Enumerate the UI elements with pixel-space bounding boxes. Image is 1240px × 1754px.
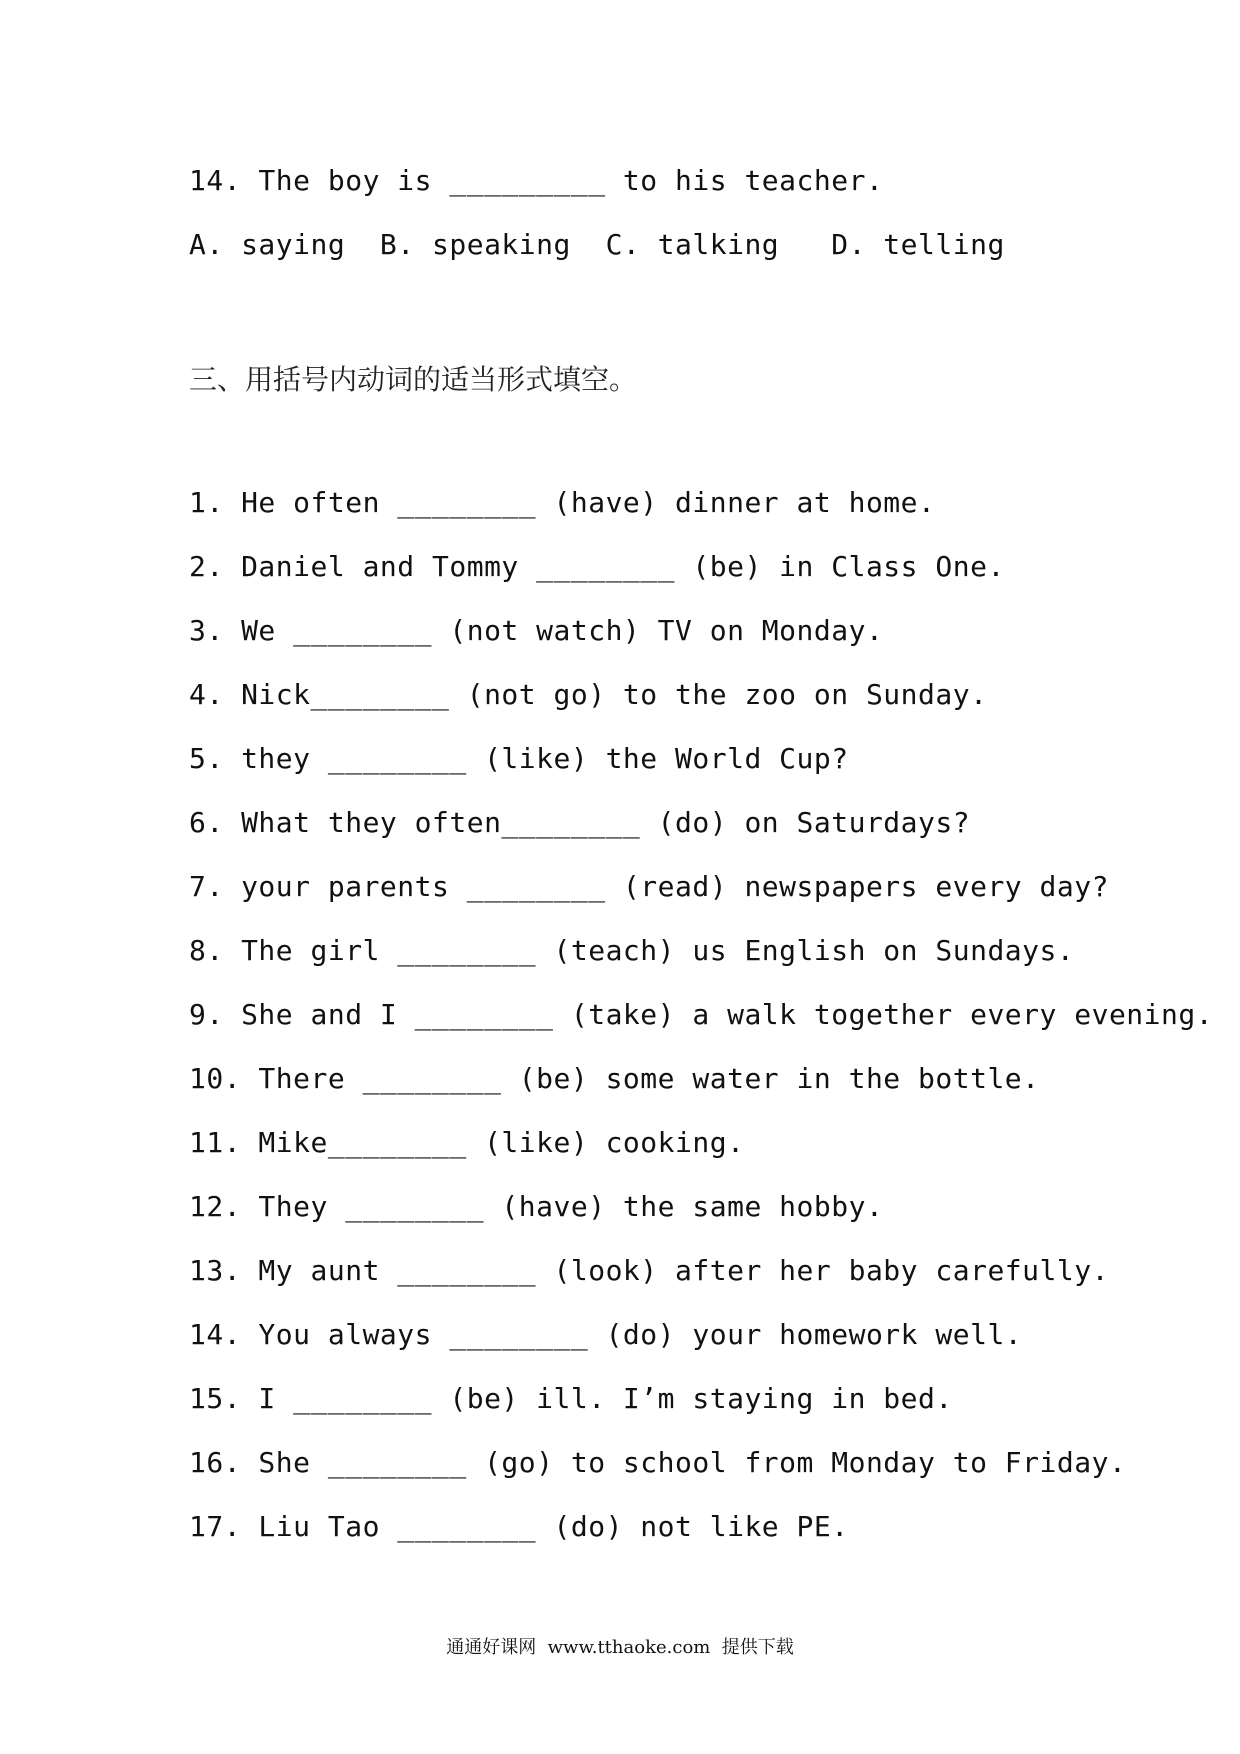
fill-item-10: 10. There ________ (be) some water in the bottle.	[189, 1062, 1040, 1095]
fill-item-12: 12. They ________ (have) the same hobby.	[189, 1190, 884, 1223]
question-14-stem: 14. The boy is _________ to his teacher.	[189, 164, 884, 197]
fill-item-2: 2. Daniel and Tommy ________ (be) in Class One.	[189, 550, 1005, 583]
fill-item-13: 13. My aunt ________ (look) after her baby carefully.	[189, 1254, 1109, 1287]
section-heading: 三、用括号内动词的适当形式填空。	[189, 363, 638, 396]
question-14-options: A. saying B. speaking C. talking D. telling	[189, 228, 1005, 261]
fill-item-16: 16. She ________ (go) to school from Monday to Friday.	[189, 1446, 1127, 1479]
fill-item-9: 9. She and I ________ (take) a walk together every evening.	[189, 998, 1214, 1031]
fill-item-6: 6. What they often________ (do) on Saturdays?	[189, 806, 971, 839]
fill-item-7: 7. your parents ________ (read) newspapers every day?	[189, 870, 1109, 903]
footer-source: 通通好课网 www.tthaoke.com 提供下载	[446, 1637, 794, 1658]
fill-item-15: 15. I ________ (be) ill. I’m staying in bed.	[189, 1382, 953, 1415]
fill-item-8: 8. The girl ________ (teach) us English on Sundays.	[189, 934, 1075, 967]
fill-item-1: 1. He often ________ (have) dinner at home.	[189, 486, 936, 519]
fill-item-14: 14. You always ________ (do) your homework well.	[189, 1318, 1023, 1351]
fill-item-5: 5. they ________ (like) the World Cup?	[189, 742, 849, 775]
fill-item-11: 11. Mike________ (like) cooking.	[189, 1126, 745, 1159]
fill-item-17: 17. Liu Tao ________ (do) not like PE.	[189, 1510, 849, 1543]
fill-item-3: 3. We ________ (not watch) TV on Monday.	[189, 614, 884, 647]
fill-item-4: 4. Nick________ (not go) to the zoo on Sunday.	[189, 678, 988, 711]
